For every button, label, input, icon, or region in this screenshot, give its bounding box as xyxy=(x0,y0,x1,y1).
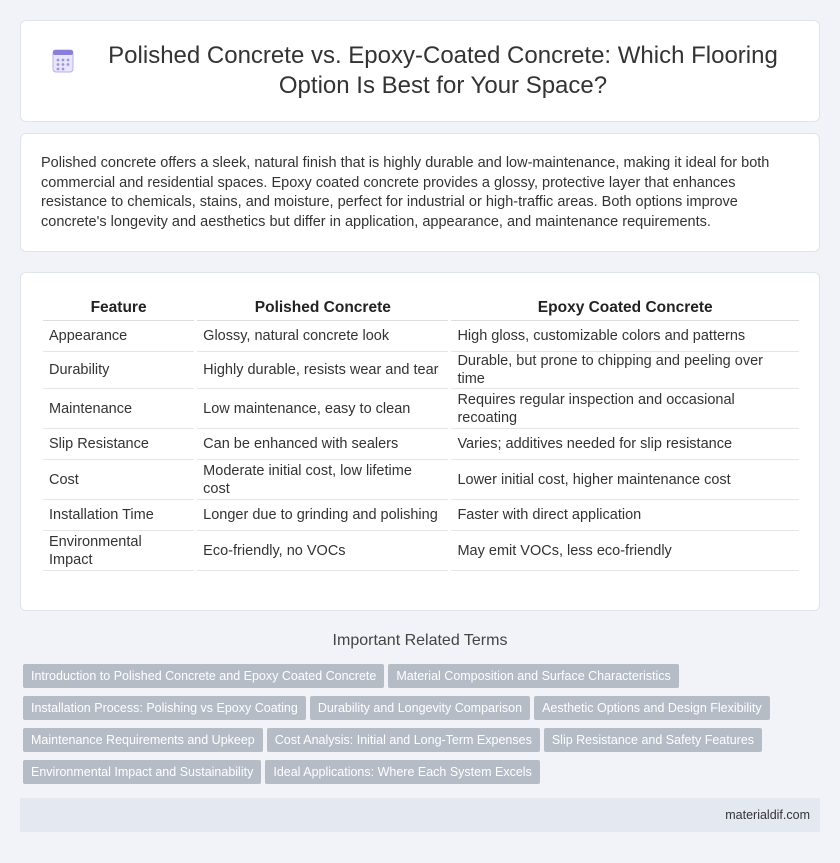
epoxy-cell: May emit VOCs, less eco-friendly xyxy=(450,531,799,571)
related-term-tag[interactable]: Material Composition and Surface Characteristics xyxy=(388,664,678,688)
column-header-feature: Feature xyxy=(43,295,196,321)
feature-cell: Durability xyxy=(43,352,196,389)
polished-cell: Moderate initial cost, low lifetime cost xyxy=(196,460,450,500)
table-row xyxy=(43,500,799,531)
epoxy-cell: Lower initial cost, higher maintenance cost xyxy=(450,460,799,500)
related-term-tag[interactable]: Aesthetic Options and Design Flexibility xyxy=(534,696,770,720)
related-terms-list xyxy=(23,664,823,792)
page-title: Polished Concrete vs. Epoxy-Coated Concrete: Which Flooring Option Is Best for Your Space? xyxy=(108,42,778,99)
table-row xyxy=(43,389,799,429)
table-row xyxy=(43,352,799,389)
polished-cell: Highly durable, resists wear and tear xyxy=(196,352,450,389)
site-name[interactable]: materialdif.com xyxy=(725,808,810,822)
epoxy-cell: Faster with direct application xyxy=(450,500,799,531)
table-row xyxy=(43,460,799,500)
feature-cell: Maintenance xyxy=(43,389,196,429)
feature-cell: Slip Resistance xyxy=(43,429,196,460)
related-term-tag[interactable]: Installation Process: Polishing vs Epoxy Coating xyxy=(23,696,306,720)
header-card xyxy=(20,20,820,122)
intro-card xyxy=(20,133,820,252)
table-header-row xyxy=(43,295,799,321)
epoxy-cell: High gloss, customizable colors and patterns xyxy=(450,321,799,352)
comparison-table xyxy=(43,295,799,571)
feature-cell: Installation Time xyxy=(43,500,196,531)
polished-cell: Eco-friendly, no VOCs xyxy=(196,531,450,571)
table-row xyxy=(43,429,799,460)
epoxy-cell: Durable, but prone to chipping and peeling over time xyxy=(450,352,799,389)
related-terms-heading: Important Related Terms xyxy=(332,632,508,649)
related-term-tag[interactable]: Ideal Applications: Where Each System Excels xyxy=(265,760,539,784)
column-header-polished: Polished Concrete xyxy=(196,295,450,321)
feature-cell: Cost xyxy=(43,460,196,500)
polished-cell: Low maintenance, easy to clean xyxy=(196,389,450,429)
related-term-tag[interactable]: Durability and Longevity Comparison xyxy=(310,696,530,720)
polished-cell: Can be enhanced with sealers xyxy=(196,429,450,460)
related-term-tag[interactable]: Environmental Impact and Sustainability xyxy=(23,760,261,784)
column-header-epoxy: Epoxy Coated Concrete xyxy=(450,295,799,321)
feature-cell: Environmental Impact xyxy=(43,531,196,571)
intro-paragraph: Polished concrete offers a sleek, natural finish that is highly durable and low-maintenance, making it ideal for both commercial and residential spaces. Epoxy coated concrete provides a glossy, protective layer that enhances resistance to chemicals, stains, and moisture, perfect for industrial or high-traffic areas. Both options improve concrete's longevity and aesthetics but differ in application, appearance, and maintenance requirements. xyxy=(41,155,770,230)
comparison-card xyxy=(20,272,820,611)
feature-cell: Appearance xyxy=(43,321,196,352)
related-term-tag[interactable]: Maintenance Requirements and Upkeep xyxy=(23,728,263,752)
table-row xyxy=(43,531,799,571)
polished-cell: Glossy, natural concrete look xyxy=(196,321,450,352)
document-icon xyxy=(52,49,74,73)
polished-cell: Longer due to grinding and polishing xyxy=(196,500,450,531)
related-term-tag[interactable]: Cost Analysis: Initial and Long-Term Expenses xyxy=(267,728,540,752)
table-row xyxy=(43,321,799,352)
epoxy-cell: Varies; additives needed for slip resistance xyxy=(450,429,799,460)
footer xyxy=(20,798,820,832)
related-term-tag[interactable]: Introduction to Polished Concrete and Epoxy Coated Concrete xyxy=(23,664,384,688)
related-term-tag[interactable]: Slip Resistance and Safety Features xyxy=(544,728,762,752)
epoxy-cell: Requires regular inspection and occasional recoating xyxy=(450,389,799,429)
